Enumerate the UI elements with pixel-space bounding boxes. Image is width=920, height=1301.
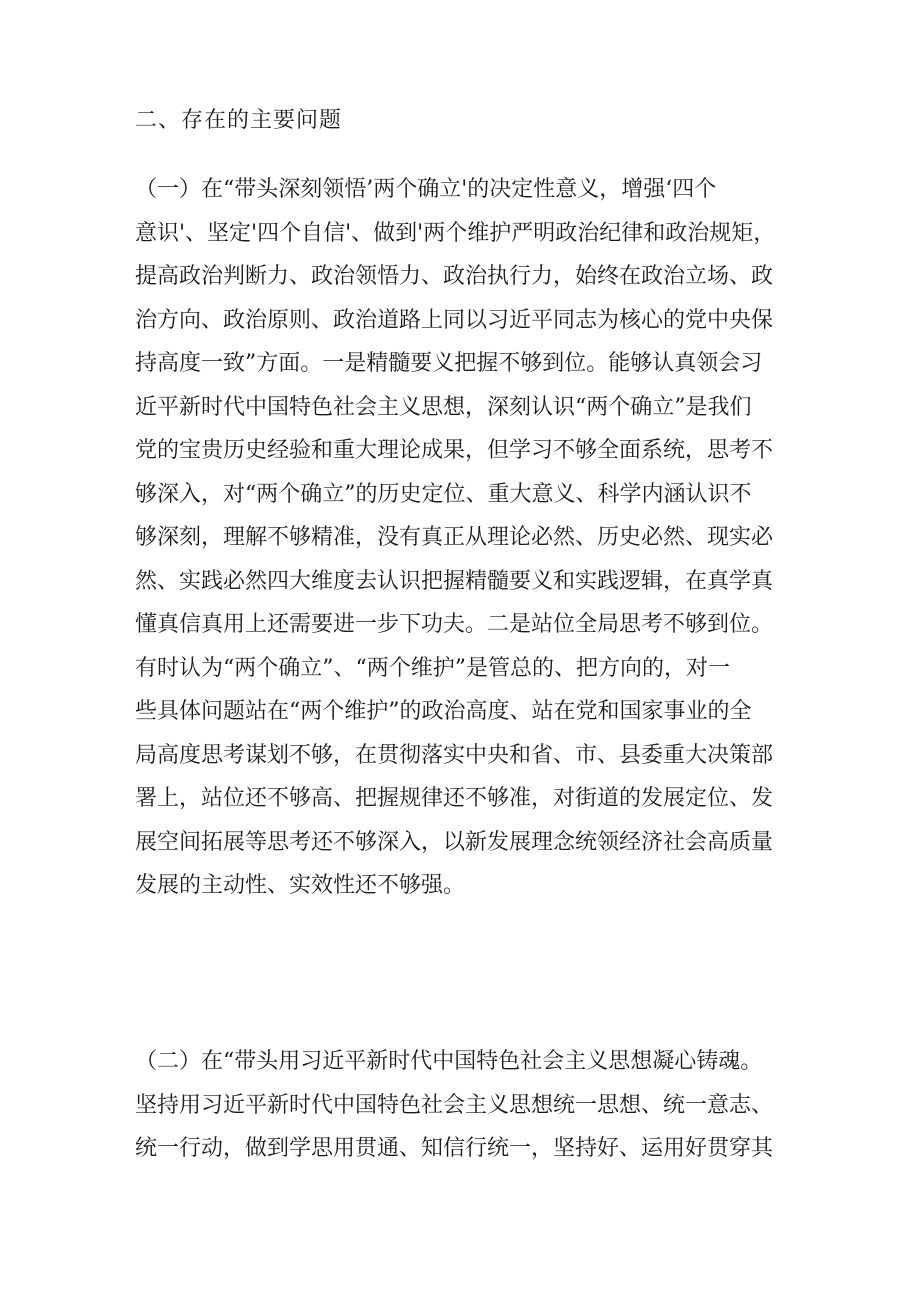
text-line: 有时认为“两个确立”、“两个维护”是管总的、把方向的，对一: [135, 655, 730, 681]
text-line: （一）在“带头深刻领悟’两个确立'的决定性意义，增强‘四个: [135, 177, 717, 202]
text-line: 展空间拓展等思考还不够深入，以新发展理念统领经济社会高质量: [135, 829, 774, 855]
text-line: 持高度一致”方面。一是精髓要义把握不够到位。能够认真领会习: [135, 351, 763, 376]
text-line: 够深刻，理解不够精准，没有真正从理论必然、历史必然、现实必: [135, 525, 774, 550]
paragraph-2: [135, 1040, 795, 1171]
text-line: 党的宝贵历史经验和重大理论成果，但学习不够全面系统，思考不: [135, 438, 774, 463]
text-line: （二）在“带头用习近平新时代中国特色社会主义思想凝心铸魂。: [135, 1049, 763, 1074]
text-line: 发展的主动性、实效性还不够强。: [135, 873, 466, 898]
text-line: 意识'、坚定'四个自信'、做到'两个维护严明政治纪律和政治规矩，: [135, 220, 776, 246]
paragraph-1: [135, 168, 795, 908]
text-line: 统一行动，做到学思用贯通、知信行统一，坚持好、运用好贯穿其: [135, 1136, 774, 1161]
text-line: 些具体问题站在“两个维护”的政治高度、站在党和国家事业的全: [135, 699, 752, 724]
text-line: 署上，站位还不够高、把握规律还不够准，对街道的发展定位、发: [135, 786, 774, 811]
text-line: 局高度思考谋划不够，在贯彻落实中央和省、市、县委重大决策部: [135, 742, 774, 768]
section-heading: 二、存在的主要问题: [135, 108, 343, 133]
text-line: 近平新时代中国特色社会主义思想，深刻认识“两个确立”是我们: [135, 394, 752, 420]
text-line: 坚持用习近平新时代中国特色社会主义思想统一思想、统一意志、: [135, 1092, 774, 1118]
text-line: 提高政治判断力、政治领悟力、政治执行力，始终在政治立场、政: [135, 264, 774, 289]
text-line: 然、实践必然四大维度去认识把握精髓要义和实践逻辑，在真学真: [135, 568, 774, 594]
text-line: 懂真信真用上还需要进一步下功夫。二是站位全局思考不够到位。: [135, 612, 774, 637]
text-line: 够深入，对“两个确立”的历史定位、重大意义、科学内涵认识不: [135, 481, 752, 507]
text-line: 治方向、政治原则、政治道路上同以习近平同志为核心的党中央保: [135, 307, 774, 333]
